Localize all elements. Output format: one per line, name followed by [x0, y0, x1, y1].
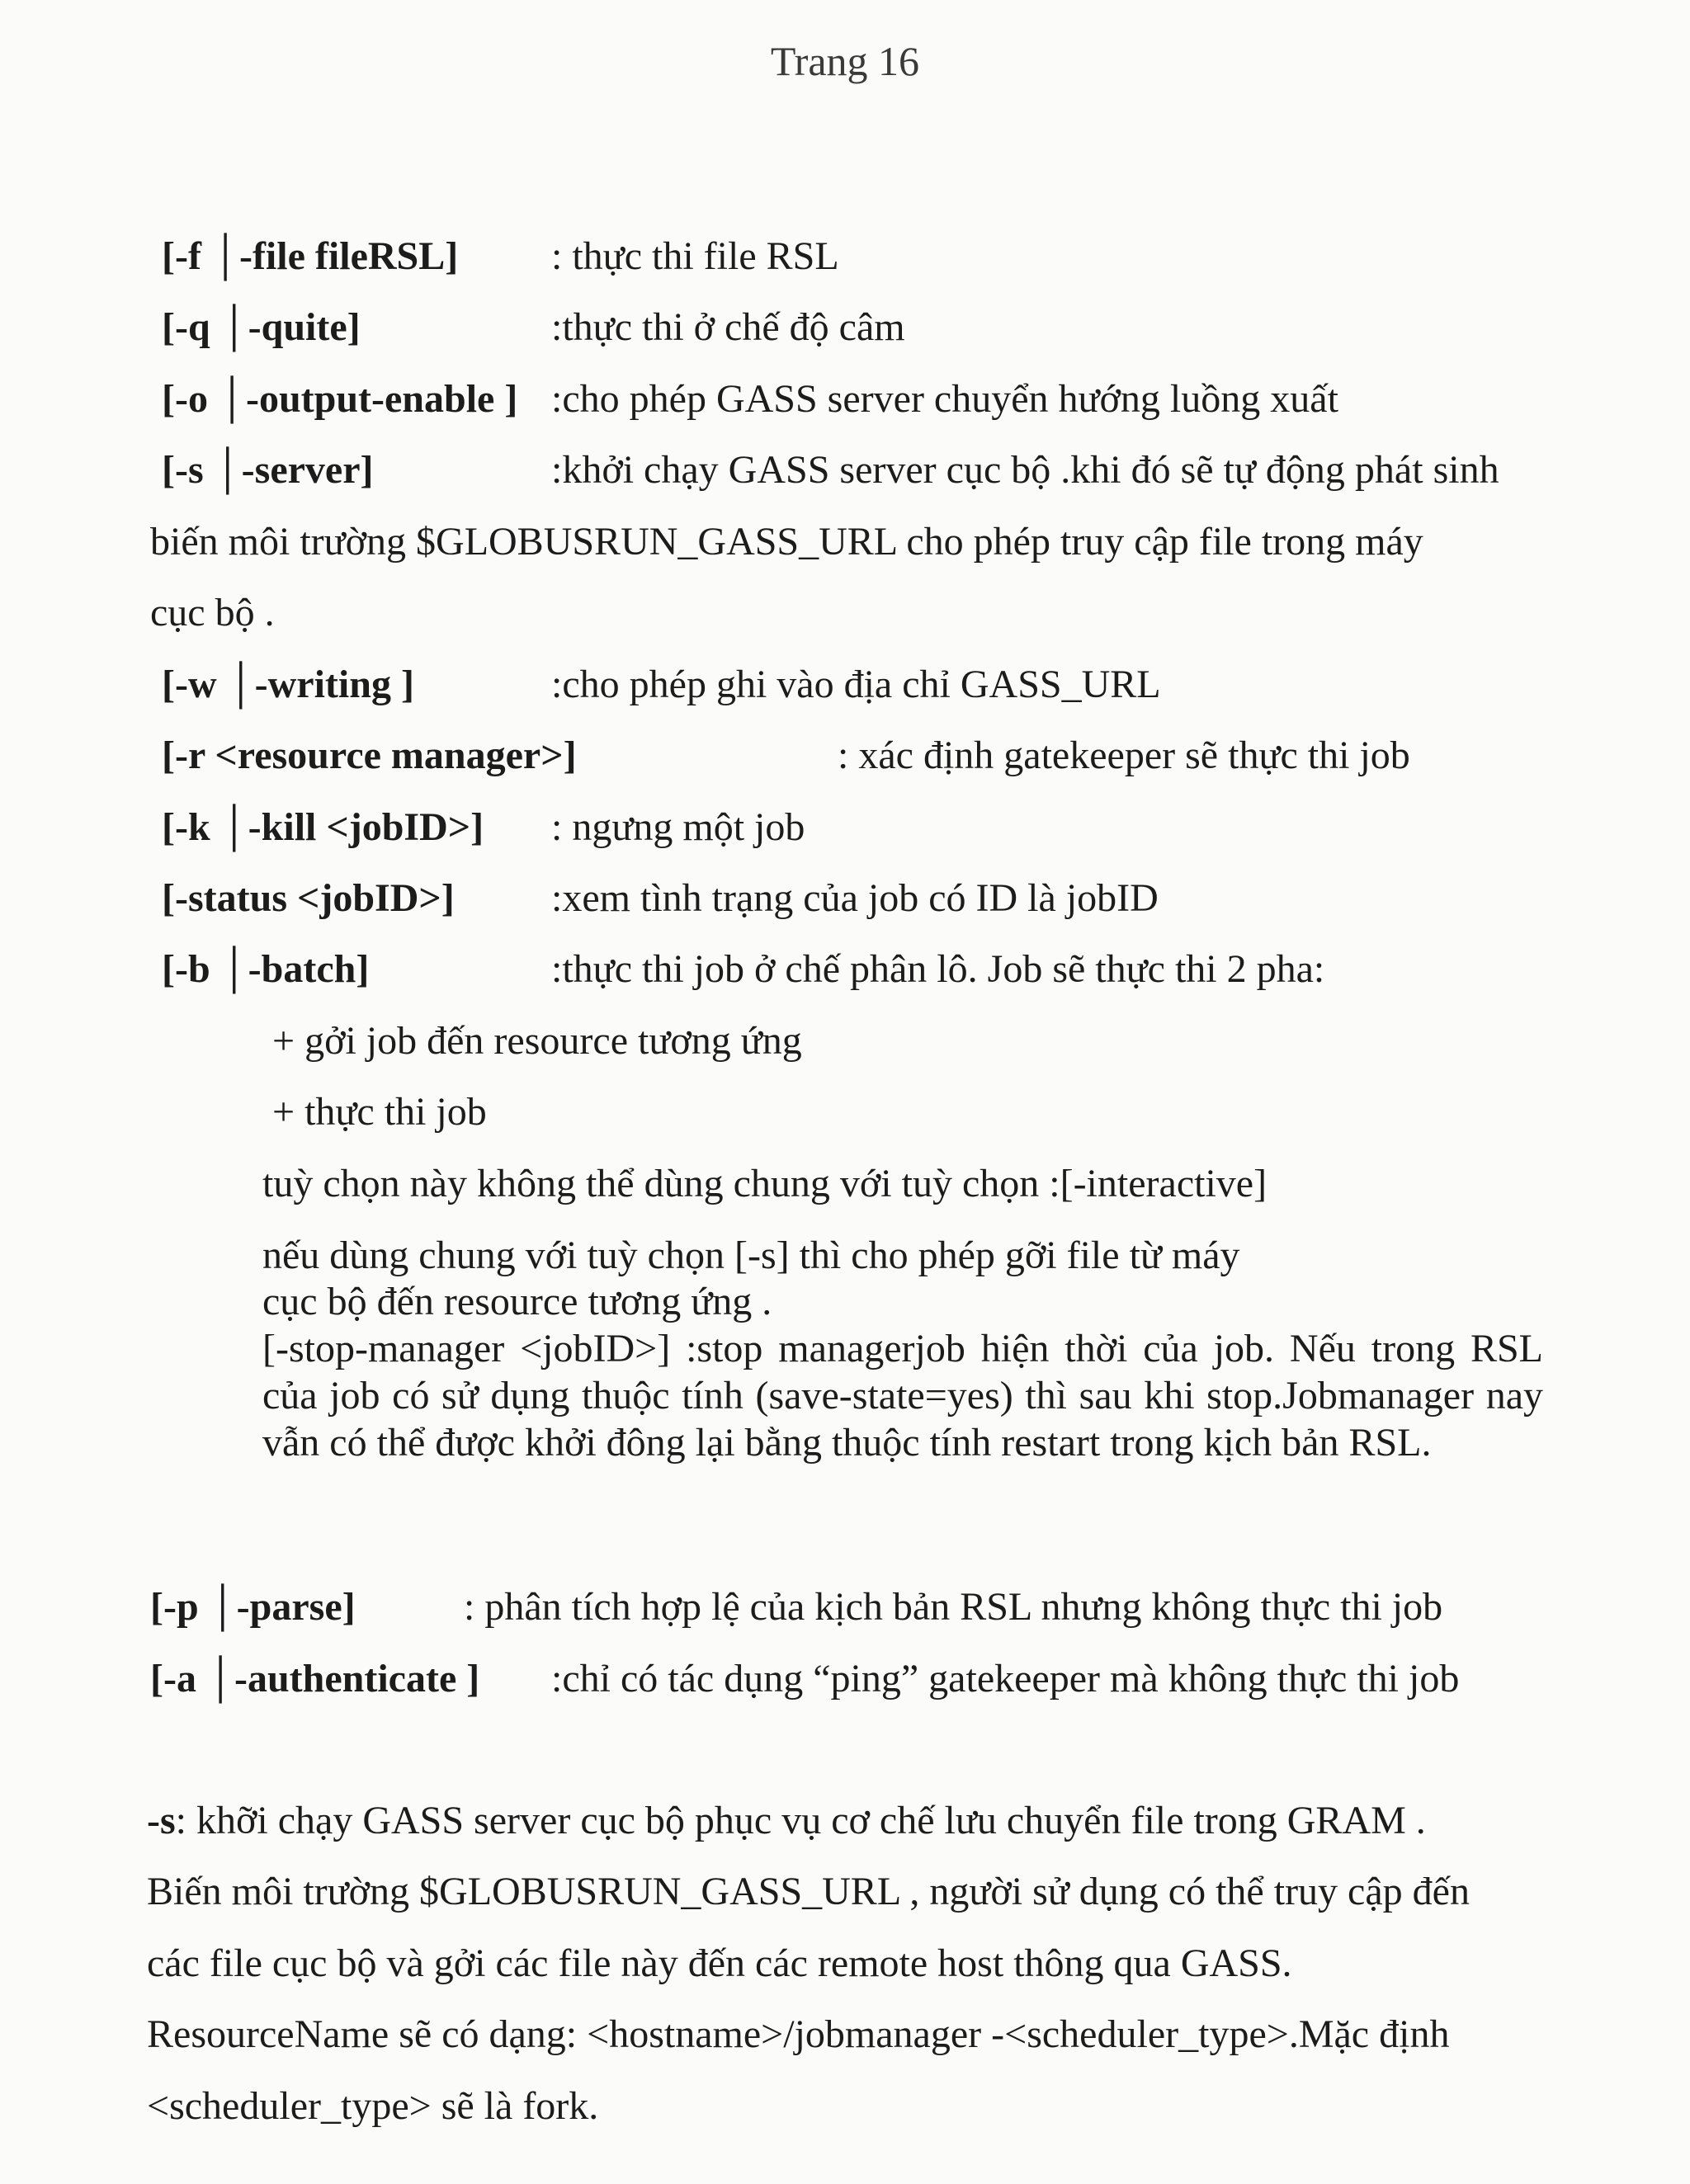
server-continuation-line-1: biến môi trường $GLOBUSRUN_GASS_URL cho phép truy cập file trong máy: [150, 520, 1423, 564]
option-flag-authenticate: [-a │-authenticate ]: [150, 1657, 480, 1701]
option-flag-status: [-status <jobID>]: [162, 876, 455, 920]
option-flag-server: [-s │-server]: [162, 448, 374, 492]
summary-flag: -s: [147, 1799, 176, 1842]
option-desc-writing: :cho phép ghi vào địa chỉ GASS_URL: [551, 663, 1161, 706]
option-desc-authenticate: :chỉ có tác dụng “ping” gatekeeper mà không thực thi job: [551, 1657, 1460, 1701]
summary-line-1-text: : khỡi chạy GASS server cục bộ phục vụ cơ chế lưu chuyển file trong GRAM .: [175, 1799, 1426, 1842]
batch-note-server-line-2: cục bộ đến resource tương ứng .: [262, 1280, 772, 1323]
option-flag-parse: [-p │-parse]: [150, 1585, 356, 1629]
option-desc-server: :khởi chạy GASS server cục bộ .khi đó sẽ tự động phát sinh: [551, 448, 1499, 492]
server-continuation-line-2: cục bộ .: [150, 591, 275, 634]
option-flag-batch: [-b │-batch]: [162, 947, 370, 991]
summary-line-2: Biến môi trường $GLOBUSRUN_GASS_URL , người sử dụng có thể truy cập đến: [147, 1870, 1470, 1913]
option-desc-kill: : ngưng một job: [551, 805, 805, 849]
option-desc-quite: :thực thi ở chế độ câm: [551, 305, 905, 349]
option-flag-quite: [-q │-quite]: [162, 305, 361, 349]
batch-note-interactive: tuỳ chọn này không thể dùng chung với tuỳ chọn :[-interactive]: [262, 1162, 1268, 1205]
option-desc-file: : thực thi file RSL: [551, 234, 839, 278]
option-flag-file: [-f │-file fileRSL]: [162, 234, 459, 278]
option-flag-resource-manager: [-r <resource manager>]: [162, 734, 577, 777]
summary-line-3: các file cục bộ và gởi các file này đến các remote host thông qua GASS.: [147, 1941, 1292, 1985]
option-desc-batch: :thực thi job ở chế phân lô. Job sẽ thực thi 2 pha:: [551, 947, 1325, 991]
batch-note-server-line-1: nếu dùng chung với tuỳ chọn [-s] thì cho phép gỡi file từ máy: [262, 1234, 1240, 1277]
option-desc-parse: : phân tích hợp lệ của kịch bản RSL nhưng không thực thi job: [464, 1585, 1443, 1629]
page-header: Trang 16: [770, 38, 920, 84]
option-flag-writing: [-w │-writing ]: [162, 663, 414, 706]
stop-manager-paragraph: [-stop-manager <jobID>] :stop managerjob hiện thời của job. Nếu trong RSL của job có sử dụng thuộc tính (save-state=yes) thì sau khi stop.Jobmanager nay vẫn có thể được khởi đông lại bằng thuộc tính restart trong kịch bản RSL.: [262, 1327, 1543, 1465]
summary-line-4: ResourceName sẽ có dạng: <hostname>/jobmanager -<scheduler_type>.Mặc định: [147, 2012, 1450, 2056]
option-desc-status: :xem tình trạng của job có ID là jobID: [551, 876, 1159, 920]
summary-line-5: <scheduler_type> sẽ là fork.: [147, 2084, 599, 2128]
option-desc-output-enable: :cho phép GASS server chuyển hướng luồng xuất: [551, 377, 1338, 421]
summary-line-1: [147, 1798, 1426, 1844]
batch-phase-1: + gởi job đến resource tương ứng: [272, 1019, 802, 1063]
batch-phase-2: + thực thi job: [272, 1090, 487, 1134]
option-desc-resource-manager: : xác định gatekeeper sẽ thực thi job: [838, 734, 1410, 777]
option-flag-kill: [-k │-kill <jobID>]: [162, 805, 484, 849]
option-flag-output-enable: [-o │-output-enable ]: [162, 377, 518, 421]
